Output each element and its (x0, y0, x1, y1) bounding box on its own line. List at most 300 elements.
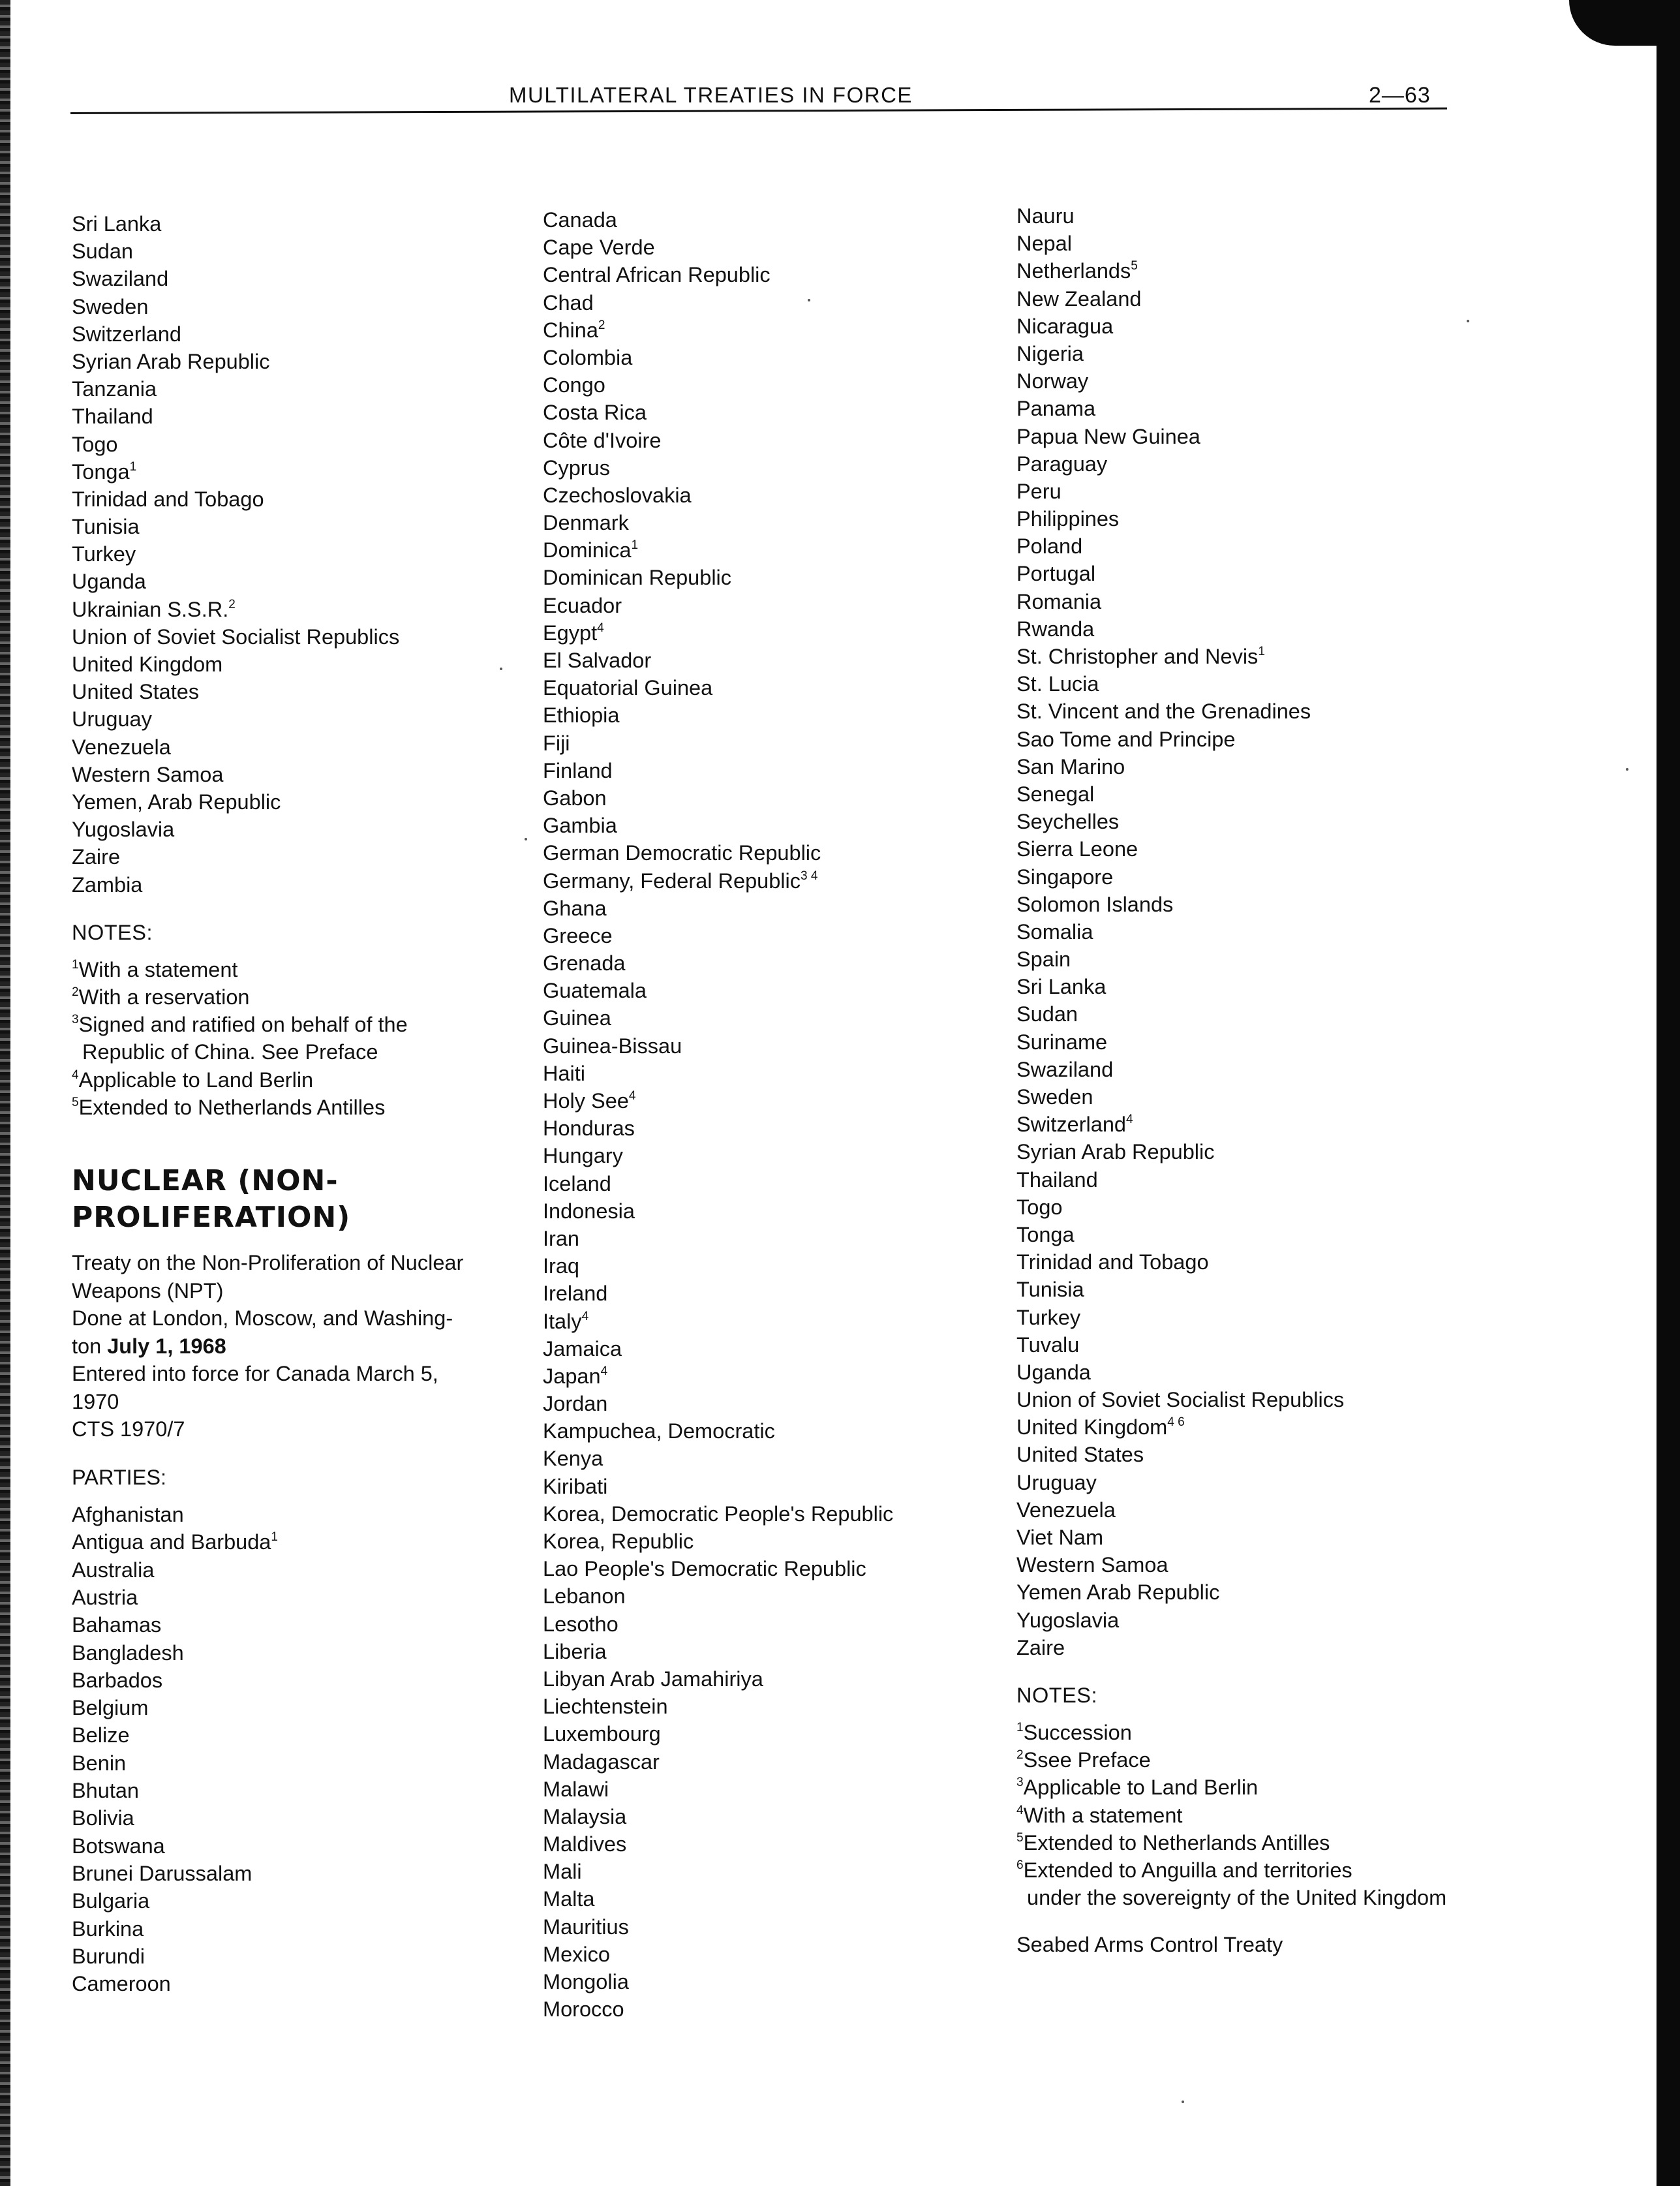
list-item (1016, 726, 1512, 753)
list-item (1016, 1056, 1512, 1083)
country-name: Tunisia (1016, 1278, 1084, 1302)
country-name: Togo (72, 432, 118, 456)
country-name: Venezuela (1016, 1498, 1116, 1522)
list-item (72, 540, 542, 568)
list-item (543, 1335, 1013, 1362)
list-item (543, 1748, 1013, 1776)
parties-list-continued (543, 206, 1013, 2023)
country-name: Iceland (543, 1171, 611, 1195)
list-item (543, 1885, 1013, 1913)
country-name: Colombia (543, 345, 633, 369)
country-name: Paraguay (1016, 452, 1108, 476)
country-name: Cyprus (543, 455, 610, 480)
column-3 (1016, 202, 1512, 1958)
list-item (72, 705, 542, 733)
footnote-marker: 3 (1016, 1776, 1024, 1790)
list-item (543, 289, 1013, 316)
list-item (1016, 367, 1512, 395)
footnote-marker: 1 (1258, 645, 1265, 658)
country-name: Union of Soviet Socialist Republics (1016, 1388, 1345, 1412)
country-name: Western Samoa (72, 762, 224, 786)
country-name: Bulgaria (72, 1889, 150, 1913)
country-name: Jordan (543, 1392, 608, 1416)
list-item (1016, 1441, 1512, 1468)
list-item (543, 1638, 1013, 1665)
list-item (543, 949, 1013, 977)
footnote-marker: 4 (1016, 1803, 1024, 1817)
list-item (1016, 1578, 1512, 1606)
country-name: Egypt (543, 621, 598, 645)
treaty-done-prefix: ton (72, 1334, 108, 1358)
country-name: Zaire (72, 845, 121, 869)
list-item (1016, 1028, 1512, 1056)
country-name: United Kingdom (72, 653, 223, 676)
footnote-marker: 4 (628, 1089, 636, 1103)
country-name: Denmark (543, 511, 629, 535)
list-item (543, 1087, 1013, 1115)
list-item (1016, 1634, 1512, 1661)
country-name: Ghana (543, 896, 607, 920)
list-item (543, 1610, 1013, 1638)
country-name: United States (72, 680, 200, 704)
list-item (72, 1639, 542, 1667)
country-name: Czechoslovakia (543, 483, 692, 507)
country-name: Nauru (1016, 204, 1075, 228)
list-item (543, 1252, 1013, 1280)
list-item (72, 788, 542, 816)
footnote-marker: 4 (600, 1364, 608, 1378)
list-item (543, 344, 1013, 371)
country-name: Uganda (72, 570, 146, 594)
footnote-marker: 5 (1131, 259, 1138, 273)
list-item (72, 1943, 542, 1970)
country-name: Yemen Arab Republic (1016, 1580, 1220, 1605)
list-item (543, 1830, 1013, 1858)
list-item (543, 1803, 1013, 1830)
list-item (543, 1417, 1013, 1445)
note-item (1016, 1719, 1512, 1746)
country-name: Guatemala (543, 979, 647, 1003)
footnote-marker: 1 (1016, 1720, 1024, 1734)
list-item (543, 1720, 1013, 1747)
treaty-force-line-2: 1970 (72, 1389, 119, 1413)
list-item (1016, 615, 1512, 643)
footnote-marker: 4 (1126, 1113, 1133, 1127)
country-name: Sudan (1016, 1002, 1078, 1026)
country-name: Sweden (1016, 1085, 1093, 1109)
scan-speck (1182, 2101, 1184, 2103)
list-item (72, 210, 542, 238)
treaty-done-line-2 (72, 1332, 542, 1361)
list-item (543, 1115, 1013, 1142)
country-name: Finland (543, 758, 613, 782)
list-item (1016, 1524, 1512, 1551)
list-item (543, 427, 1013, 454)
country-name: United States (1016, 1443, 1144, 1467)
country-name: Dominican Republic (543, 566, 732, 590)
footnote-marker: 2 (228, 597, 236, 611)
country-name: Seychelles (1016, 810, 1120, 834)
country-name: St. Lucia (1016, 672, 1099, 696)
country-name: El Salvador (543, 649, 652, 672)
scan-speck (1467, 320, 1469, 322)
country-name: Congo (543, 373, 605, 397)
list-item (72, 1749, 542, 1777)
scan-speck (808, 299, 810, 301)
list-item (1016, 285, 1512, 313)
country-name: Zambia (72, 872, 143, 897)
note-text: Succession (1023, 1720, 1132, 1744)
country-name: Uruguay (1016, 1470, 1097, 1494)
list-item (1016, 698, 1512, 725)
country-name: Gambia (543, 814, 617, 838)
list-item (543, 1913, 1013, 1941)
country-name: Liechtenstein (543, 1695, 668, 1719)
list-item (543, 592, 1013, 619)
country-name: Togo (1016, 1195, 1063, 1219)
country-name: Suriname (1016, 1030, 1108, 1054)
list-item (72, 651, 542, 678)
list-item (1016, 1496, 1512, 1524)
country-name: Nicaragua (1016, 314, 1114, 338)
list-item (1016, 257, 1512, 285)
country-name: Rwanda (1016, 617, 1095, 641)
country-name: Bhutan (72, 1779, 140, 1803)
list-item (1016, 395, 1512, 422)
list-item (72, 1611, 542, 1639)
treaty-done-date: July 1, 1968 (107, 1334, 226, 1358)
note-text: Extended to Netherlands Antilles (78, 1095, 386, 1119)
note-text-continuation: Republic of China. See Preface (82, 1040, 378, 1064)
list-item (543, 1004, 1013, 1032)
list-item (543, 234, 1013, 261)
footnote-marker: 1 (271, 1530, 278, 1545)
list-item (72, 485, 542, 513)
list-item (72, 761, 542, 788)
column-1 (72, 210, 542, 1997)
list-item (72, 1584, 542, 1611)
country-name: Bolivia (72, 1806, 134, 1830)
list-item (72, 293, 542, 320)
country-name: Antigua and Barbuda (72, 1530, 271, 1554)
footnote-marker: 4 (581, 1309, 589, 1323)
country-name: Germany, Federal Republic (543, 869, 801, 893)
country-name: Swaziland (72, 267, 169, 291)
list-item (543, 371, 1013, 399)
list-item (543, 1170, 1013, 1197)
list-item (543, 1968, 1013, 1995)
country-name: Kiribati (543, 1474, 608, 1498)
country-name: Mauritius (543, 1915, 629, 1939)
list-item (543, 895, 1013, 922)
list-item (72, 403, 542, 430)
list-item (543, 1197, 1013, 1225)
list-item (543, 1776, 1013, 1803)
country-name: Sweden (72, 294, 149, 318)
list-item (72, 1667, 542, 1694)
list-item (72, 1528, 542, 1556)
note-item (1016, 1829, 1512, 1856)
country-name: Burundi (72, 1944, 145, 1968)
list-item (543, 261, 1013, 288)
list-item (72, 1777, 542, 1804)
country-name: Iran (543, 1226, 580, 1250)
list-item (543, 1665, 1013, 1693)
related-treaty-reference: Seabed Arms Control Treaty (1016, 1933, 1283, 1957)
country-name: Malaysia (543, 1804, 627, 1828)
country-name: Uruguay (72, 707, 152, 731)
country-name: Canada (543, 208, 617, 232)
footnote-marker: 3 (72, 1013, 79, 1027)
page-number: 2—63 (1369, 83, 1431, 108)
list-item (543, 316, 1013, 344)
list-item (1016, 1551, 1512, 1578)
country-name: Syrian Arab Republic (1016, 1140, 1215, 1164)
country-name: Tuvalu (1016, 1332, 1080, 1357)
list-item (1016, 532, 1512, 560)
running-header-title: MULTILATERAL TREATIES IN FORCE (509, 83, 913, 107)
list-item (1016, 1083, 1512, 1111)
footnote-marker: 5 (1016, 1830, 1024, 1845)
country-name: Guinea (543, 1006, 611, 1030)
country-name: Yemen, Arab Republic (72, 790, 281, 814)
country-name: Madagascar (543, 1749, 660, 1774)
country-name: Venezuela (72, 735, 171, 759)
list-item (72, 513, 542, 540)
list-item (72, 1501, 542, 1528)
list-item (1016, 973, 1512, 1000)
list-item (72, 1970, 542, 1997)
country-name: Jamaica (543, 1336, 622, 1361)
treaty-name-line-1: Treaty on the Non-Proliferation of Nuclear (72, 1250, 464, 1274)
parties-label: PARTIES: (72, 1466, 167, 1490)
list-item (1016, 753, 1512, 780)
country-name: Tonga (72, 459, 130, 484)
country-name: Lesotho (543, 1612, 619, 1636)
list-item (72, 431, 542, 458)
treaty-details (72, 1249, 542, 1443)
list-item (72, 1804, 542, 1832)
list-item (72, 816, 542, 843)
list-item (543, 867, 1013, 895)
treaty-done-line-1: Done at London, Moscow, and Washing- (72, 1306, 453, 1331)
country-name: St. Vincent and the Grenadines (1016, 700, 1311, 724)
section-title (72, 1163, 542, 1236)
list-item (543, 454, 1013, 482)
country-name: Lebanon (543, 1584, 626, 1609)
notes-list (72, 956, 542, 1121)
country-name: Western Samoa (1016, 1553, 1168, 1577)
country-name: Somalia (1016, 919, 1093, 944)
list-item (72, 1556, 542, 1584)
country-name: Mexico (543, 1942, 610, 1966)
list-item (1016, 808, 1512, 835)
country-name: Honduras (543, 1116, 635, 1141)
footnote-marker: 2 (1016, 1748, 1024, 1763)
country-name: Luxembourg (543, 1722, 661, 1746)
country-name: Syrian Arab Republic (72, 349, 270, 373)
list-item (72, 568, 542, 595)
country-name: Tunisia (72, 515, 140, 539)
notes-list-2 (1016, 1719, 1512, 1911)
country-name: Spain (1016, 947, 1071, 972)
country-name: Afghanistan (72, 1503, 184, 1527)
country-name: Portugal (1016, 562, 1096, 586)
list-item (543, 1995, 1013, 2023)
country-name: Panama (1016, 397, 1096, 421)
country-name: Kampuchea, Democratic (543, 1419, 775, 1443)
list-item (543, 1582, 1013, 1610)
country-name: Korea, Democratic People's Republic (543, 1501, 894, 1526)
footnote-marker: 4 (597, 621, 604, 635)
country-name: Indonesia (543, 1199, 635, 1223)
note-text: Ssee Preface (1023, 1748, 1151, 1772)
list-item (1016, 1331, 1512, 1359)
country-name: Libyan Arab Jamahiriya (543, 1667, 763, 1691)
section-title-line-2: PROLIFERATION) (72, 1200, 351, 1234)
country-name: Malta (543, 1887, 595, 1911)
country-name: Cape Verde (543, 236, 655, 260)
list-item (1016, 313, 1512, 340)
scan-edge-left (0, 0, 10, 2186)
list-item (1016, 1607, 1512, 1634)
country-name: Tanzania (72, 377, 157, 401)
country-name: Chad (543, 290, 594, 315)
list-item (543, 536, 1013, 564)
country-name: Korea, Republic (543, 1530, 694, 1553)
footnote-marker: 5 (72, 1095, 79, 1109)
country-name: Solomon Islands (1016, 892, 1174, 916)
parties-list-continued-2 (1016, 202, 1512, 1661)
country-name: China (543, 318, 598, 342)
list-item (543, 1225, 1013, 1252)
list-item (1016, 1111, 1512, 1138)
list-item (543, 977, 1013, 1004)
section-title-line-1: NUCLEAR (NON- (72, 1163, 339, 1197)
country-name: Mali (543, 1860, 582, 1884)
footnote-marker: 4 (72, 1068, 79, 1082)
note-item (72, 1011, 542, 1066)
country-name: Benin (72, 1751, 127, 1775)
list-item (543, 1390, 1013, 1417)
list-item (543, 482, 1013, 509)
note-item (1016, 1856, 1512, 1911)
list-item (72, 843, 542, 870)
country-name: Switzerland (72, 322, 181, 346)
list-item (543, 1445, 1013, 1472)
note-text: Applicable to Land Berlin (1023, 1776, 1259, 1800)
country-name: Italy (543, 1309, 582, 1333)
footnote-marker: 1 (72, 957, 79, 972)
list-item (543, 1528, 1013, 1555)
country-name: Mongolia (543, 1970, 629, 1994)
footnote-marker: 1 (129, 459, 137, 474)
note-text: With a statement (78, 957, 238, 981)
list-item (72, 348, 542, 375)
country-name: Central African Republic (543, 263, 771, 287)
country-name: Netherlands (1016, 259, 1131, 283)
footnote-marker: 6 (1016, 1858, 1024, 1872)
country-name: Costa Rica (543, 401, 647, 425)
footnote-marker: 4 6 (1167, 1415, 1185, 1430)
list-item (543, 1060, 1013, 1087)
country-name: Turkey (1016, 1305, 1081, 1329)
list-item (1016, 1276, 1512, 1303)
list-item (543, 1308, 1013, 1335)
note-item (72, 983, 542, 1011)
country-name: Burkina (72, 1917, 144, 1941)
country-name: Equatorial Guinea (543, 676, 713, 700)
country-name: Lao People's Democratic Republic (543, 1557, 866, 1581)
country-name: Guinea-Bissau (543, 1034, 682, 1058)
list-item (1016, 505, 1512, 532)
note-text-continuation: under the sovereignty of the United Kingdom (1027, 1886, 1447, 1910)
country-name: Nepal (1016, 232, 1072, 256)
list-item (543, 647, 1013, 674)
list-item (543, 619, 1013, 647)
country-name: Switzerland (1016, 1113, 1126, 1137)
list-item (72, 458, 542, 485)
country-name: Ukrainian S.S.R. (72, 597, 229, 621)
country-name: Turkey (72, 542, 136, 566)
country-name: New Zealand (1016, 286, 1142, 311)
country-name: Uganda (1016, 1360, 1091, 1384)
list-item (543, 757, 1013, 784)
country-name: Grenada (543, 951, 626, 976)
list-item (1016, 946, 1512, 973)
note-item (1016, 1802, 1512, 1829)
list-item (72, 678, 542, 705)
list-item (543, 839, 1013, 867)
list-item (543, 1555, 1013, 1582)
list-item (1016, 1413, 1512, 1441)
country-list-continued (72, 210, 542, 899)
list-item (543, 1362, 1013, 1390)
country-name: Ethiopia (543, 703, 620, 728)
country-name: Trinidad and Tobago (72, 487, 264, 511)
country-name: Sri Lanka (1016, 975, 1107, 999)
list-item (543, 564, 1013, 591)
list-item (1016, 1304, 1512, 1331)
column-2 (543, 206, 1013, 2023)
note-text: With a reservation (78, 985, 250, 1009)
list-item (1016, 1469, 1512, 1496)
country-name: Maldives (543, 1832, 627, 1856)
country-name: Thailand (72, 405, 153, 429)
note-text: Extended to Netherlands Antilles (1023, 1830, 1330, 1855)
country-name: Côte d'Ivoire (543, 428, 662, 452)
country-name: Yugoslavia (1016, 1608, 1120, 1632)
note-item (1016, 1746, 1512, 1774)
country-name: Sudan (72, 239, 133, 264)
country-name: Brunei Darussalam (72, 1861, 252, 1885)
list-item (1016, 202, 1512, 230)
note-text: With a statement (1023, 1803, 1183, 1827)
list-item (1016, 863, 1512, 891)
country-name: San Marino (1016, 754, 1125, 778)
list-item (543, 1858, 1013, 1885)
list-item (543, 784, 1013, 812)
note-item (72, 1066, 542, 1094)
list-item (72, 1694, 542, 1721)
list-item (1016, 1000, 1512, 1028)
country-name: Ecuador (543, 593, 622, 617)
list-item (543, 674, 1013, 701)
country-name: Bangladesh (72, 1640, 184, 1665)
scan-speck (1626, 768, 1628, 771)
list-item (543, 730, 1013, 757)
list-item (1016, 450, 1512, 478)
